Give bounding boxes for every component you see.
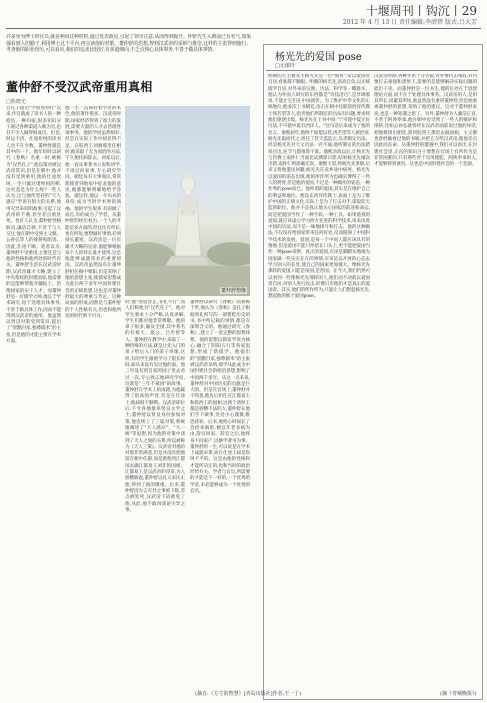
article-headline: 董仲舒不受汉武帝重用真相 — [6, 80, 153, 94]
page-header-meta: 2012 年 4 月 13 日 责任编辑:李清碧 版式:吕大芳 — [342, 19, 477, 26]
article-column-4-text: 董仲舒以研究《春秋》而著称于世,他认为《春秋》是孔子根据周礼所写的一部褒贬历史的书,书中所记载的事情,都是有深刻含义的。他通过研究《春秋》,建立了一套完整的思想体系。他的思想以儒家学说为核心,融合了阴阳五行等各家思想,形成了新儒学。他提出的"罢黜百家,独尊儒术"的主张被汉武帝采纳,儒学从此成为中国封建社会的统治思想,影响了中国两千多年。从这一点来说,董仲舒对中国历史的贡献是巨大的。但是在官场上,董仲舒并不得意,他先后担任过江都易王和胶西王的国相,这两个诸侯王都是骄横不法的人,董仲舒在他们手下做事,处处小心谨慎,唯恐获罪。后来,他担心时间长了会招来祸患,便以年老多病为由,辞官回家。辞官之后,他终身不问家产,以修学著书为事。董仲舒的一生,可以说是在学术上成就卓著,而在仕途上却是坎坷不平的。这是由他的性格和才能所决定的,也和当时的政治形势有关。学者与官员,所需要的才能是不一样的,一个优秀的学者,未必能够成为一个优秀的官员。 — [190, 300, 250, 494]
sidebar-column-1 — [268, 74, 370, 694]
article-column-1-text: 自孔子提出"学而优则仕"以来,作官就成了读书人的一种抱负,一种归宿,很多知识分子通过各种渠道入朝为官,也有不少人做得很成功。但是,时运不济、仕途坎坷的读书人也不在少数。董仲舒就是其中的一个。他年轻时以研究《春秋》名重一时,被称为"汉代孔子",他以策对被汉武帝赏识,但是在朝中,他并没有受到重用,他的仕途坎坷,一生只做过诸侯国的相,这究竟是为什么呢?一些人认为,这与他所坚持的"天人感应"学说有很大的关系,他用灾异来说明政事,引起了汉武帝的不满,甚至差点被处死。也有人认为,董仲舒性格耿直,廉洁自律,不善于与人交往,他在朝中受到主父偃、公孙弘等人的排挤和陷害。因此,仕途不顺。笔者以为,董仲舒不受重用,主要还是与他的性格和他所处的时代有关。董仲舒生活在汉武帝时期,汉武帝雄才大略,建立了中央集权的封建国家,他需要的是能够帮他开疆拓土、治理国家的实干人才。而董仲舒是一位儒学大师,他长于学术研究,短于处理具体事务,不善于做具体工作,因而不能得到汉武帝的重用。他虽然以贤良对策受到赏识,提出了"罢黜百家,独尊儒术"的主张,但是他的才能主要在学术方面。 — [6, 106, 61, 344]
article-column-2 — [65, 106, 121, 698]
sidebar-divider — [266, 70, 478, 71]
article-column-5-text: 汉武帝时期,各种矛盾十分尖锐,对外要抗击匈奴,对内要打击豪强和诸侯王,需要的是能够解决实际问题的能臣干吏。而董仲舒是一位书生,他的长处在于思想理论方面,而不在于处理具体事务。汉武帝用人,是用其所长,而避其所短,他虽然没有重用董仲舒,但是他重视董仲舒的思想,采纳了他的建议。这对于董仲舒来说,也是一种知遇之恩了。另外,董仲舒为人廉洁正直,不善于阿谀奉承,他在朝中也受到了一些人的嫉妒和排挤,比如公孙弘就曾经在汉武帝面前说过他的坏话,把他排挤出朝廷,派到胶西王那里去做国相。主父偃也曾经偷看过他的书稿,并把它交给汉武帝,使他差点因此而丧命。从董仲舒的遭遇中,我们可以看出,在封建社会里,正直的知识分子要想在官场上有所作为是非常困难的,只有那些善于见风使舵、阿谀奉承的人,才能够得到重用。这也是中国封建社会的一个悲剧。 — [374, 74, 477, 168]
statue-photo — [125, 106, 250, 296]
article-column-3 — [125, 300, 185, 698]
sidebar-text: 明朝的天主教先生杨光先是一位"愤青",常以爱国者自居,看谁都不顺眼。明朝的杨光先,清高自负,以正统儒学自居,对外来的宗教、历法、科学等一概排斥。他认为外国人研究的东西都是"奇技淫巧",是异端邪说,不能让它们在中国流传。为了维护中华文化的正统地位,他多次上书朝廷,攻击在朝中任职的西洋传教士汤若望等人,指责他们所制定的历法有问题,要求将他们驱逐出境。杨光先在上书中说:"宁可使中夏无好历法,不可使中夏有西洋人。"这句话后来成为了他的名言。康熙初年,他终于如愿以偿,汤若望等人被治罪,杨光先取而代之,担任了钦天监监正,负责制定历法。但是杨光先对天文历法一窍不通,他所制定的历法错误百出,连节气都推算不准。康熙亲政以后,让杨光先与传教士南怀仁当面比试测算日影,结果杨光先屡次出错,南怀仁则准确无误。康熙大怒,将杨光先革职,后来又将他遣送回籍,杨光先在返乡途中病死。杨光先以爱国的姿态出现,他的所作所为也确实博得了一些人的赞誉,但是他的爱国,不过是一种做作的姿态,一种作秀的pose而已。他所谓的爱国,其实是在维护自己的利益和地位。他攻击西洋传教士,表面上是为了维护中国的正统文化,实际上是为了打击对手,谋取钦天监的职位。他并不是真正地关心国家的前途和命运,而是把爱国当作了一种手段,一种工具。如果他真的爱国,就应该虚心学习西方先进的科学技术,用来改进中国的历法,而不是一味地排斥和打击。他的这种做法,不仅没有给国家带来任何好处,反而阻碍了中国科学技术的发展。爱国,是每一个中国人都应该具有的情感,但是爱国不能只停留在口头上,更不能把爱国当作一种pose来摆。真正的爱国,应该是脚踏实地地为国家做一些实实在在的事情,应该是以开放的心态去学习别人的长处,使自己的国家更加强大。像杨光先那样的爱国,只能是误国,是害国。在今天,我们仍然可以看到一些像杨光先那样的人,他们动不动就以爱国者自居,对别人进行攻击,好像只有他们才是真正的爱国者。其实,他们的所作所为,只能让人们想起杨光先,想起他的那个爱国pose。 — [268, 74, 370, 300]
page-header-title: 十堰周刊丨钩沉丨29 — [365, 4, 477, 18]
sidebar-author: □元郁玲 — [275, 63, 295, 69]
article-column-1 — [6, 106, 61, 698]
header-divider — [6, 28, 481, 29]
sidebar-title: 杨光先的爱国 pose — [275, 52, 362, 63]
intro-text: 许多身为博士的官员,就是利用这种时机,通过发表政见,引起了领导注意,从而得到提升。仲舒先生入朝前已有名气,如果强看到人的勤子,利用博士这个平台,再宣读他的对策。董仲舒的思想,得到汉武帝的采纳与推崇,这样的主张得到施行。考查他的职业经历,可以看出,我们的追求比较好,有多道细向,不乏点热心具体事务,不善于做具体事情。 — [6, 34, 251, 54]
article-source: (摘自:《方寸的智慧》[青岛出版社]作者:王一丁) — [195, 691, 302, 697]
page-header — [0, 0, 487, 30]
sidebar-column-2 — [374, 74, 477, 684]
statue-illustration — [125, 106, 250, 296]
article-column-3-text: 时,他"进退容止,非礼不行",而人们称他为"汉代孔子"。他对学生要求十分严格,认真讲解,学生们都对他非常尊敬。他的弟子很多,遍及全国,其中著名的有褚大、嬴公、吕步舒等人。董仲舒在教学中,采取了一种特殊的方法,就是让先入门的弟子给后入门的弟子讲课,这样,有的学生跟他学习了很长时间,却从来没有见过他的面。他三年没有到自家的园子里去看过一次,专心致志地研究学问,这就是"三年不窥园"的故事。董仲舒在学术上的成就,为他赢得了很高的声誉,但是在仕途上,他却很不顺利。汉武帝即位后,下令各地推举贤良文学之士,董仲舒以贤良身份参加对策,他连续上了三篇对策,系统地阐述了"天人感应"、"大一统"等思想,因为他的对策中谈到了天人之间的关系,所以被称为《天人三策》。汉武帝对他的对策非常满意,但是并没有把他留在朝中任职,而是派他到江都国去做江都易王刘非的国相。江都易王是汉武帝的哥哥,为人骄横跋扈,董仲舒以礼义来匡正他,得到了他的敬重。后来,董仲舒因为言灾异之事被下狱,差点被处死,汉武帝下诏赦免了他,从此,他不敢再谈论灾异之事。 — [125, 300, 185, 513]
article-byline: □陈晓光 — [6, 99, 26, 105]
sidebar-source: (摘《青城晚报》) — [440, 691, 477, 697]
article-column-4 — [190, 300, 250, 698]
photo-caption: 董仲舒塑像 — [220, 288, 246, 294]
article-column-2-text: 他一生一直保持着学者的本色,他的著作很多。汉武帝时期,国家经济得到了很大的发展,需要大量的人才去管理各项事务。他的学问虽然很好,但是在实际工作中却显得不足。在胶西王刘端那里任相时,他采取了无为而治的方法,不久便托病辞去。回家以后,他一直从事著书立说和讲学,不再过问家事,专心研究学问。朝廷每有大事商议,常常派使者到他家中征求他的意见,他都能够明确地给予答复。就这样,他以一介布衣的身份,成为当时学术界的领袖。他的学生很多,有的做了高官,有的成为了学者。从董仲舒的经历看出,一个人的才能是多方面的,但往往有所长,也有所短,要想做好事情,必须扬长避短。汉武帝是一位有雄才大略的皇帝,他能够根据每个人的特长量才使用,这是他能够成就伟业的重要原因。汉武帝虽然没有让董仲舒担任朝中要职,但是采纳了他的思想主张,使儒家思想成为此后两千多年中国封建社会的正统思想,这也是对董仲舒最大的尊重与肯定。这种局面的形成,固然是与董仲舒的个人性格有关,但也和他所处的时代密不可分。 — [65, 106, 121, 319]
intro-paragraph — [6, 34, 251, 80]
